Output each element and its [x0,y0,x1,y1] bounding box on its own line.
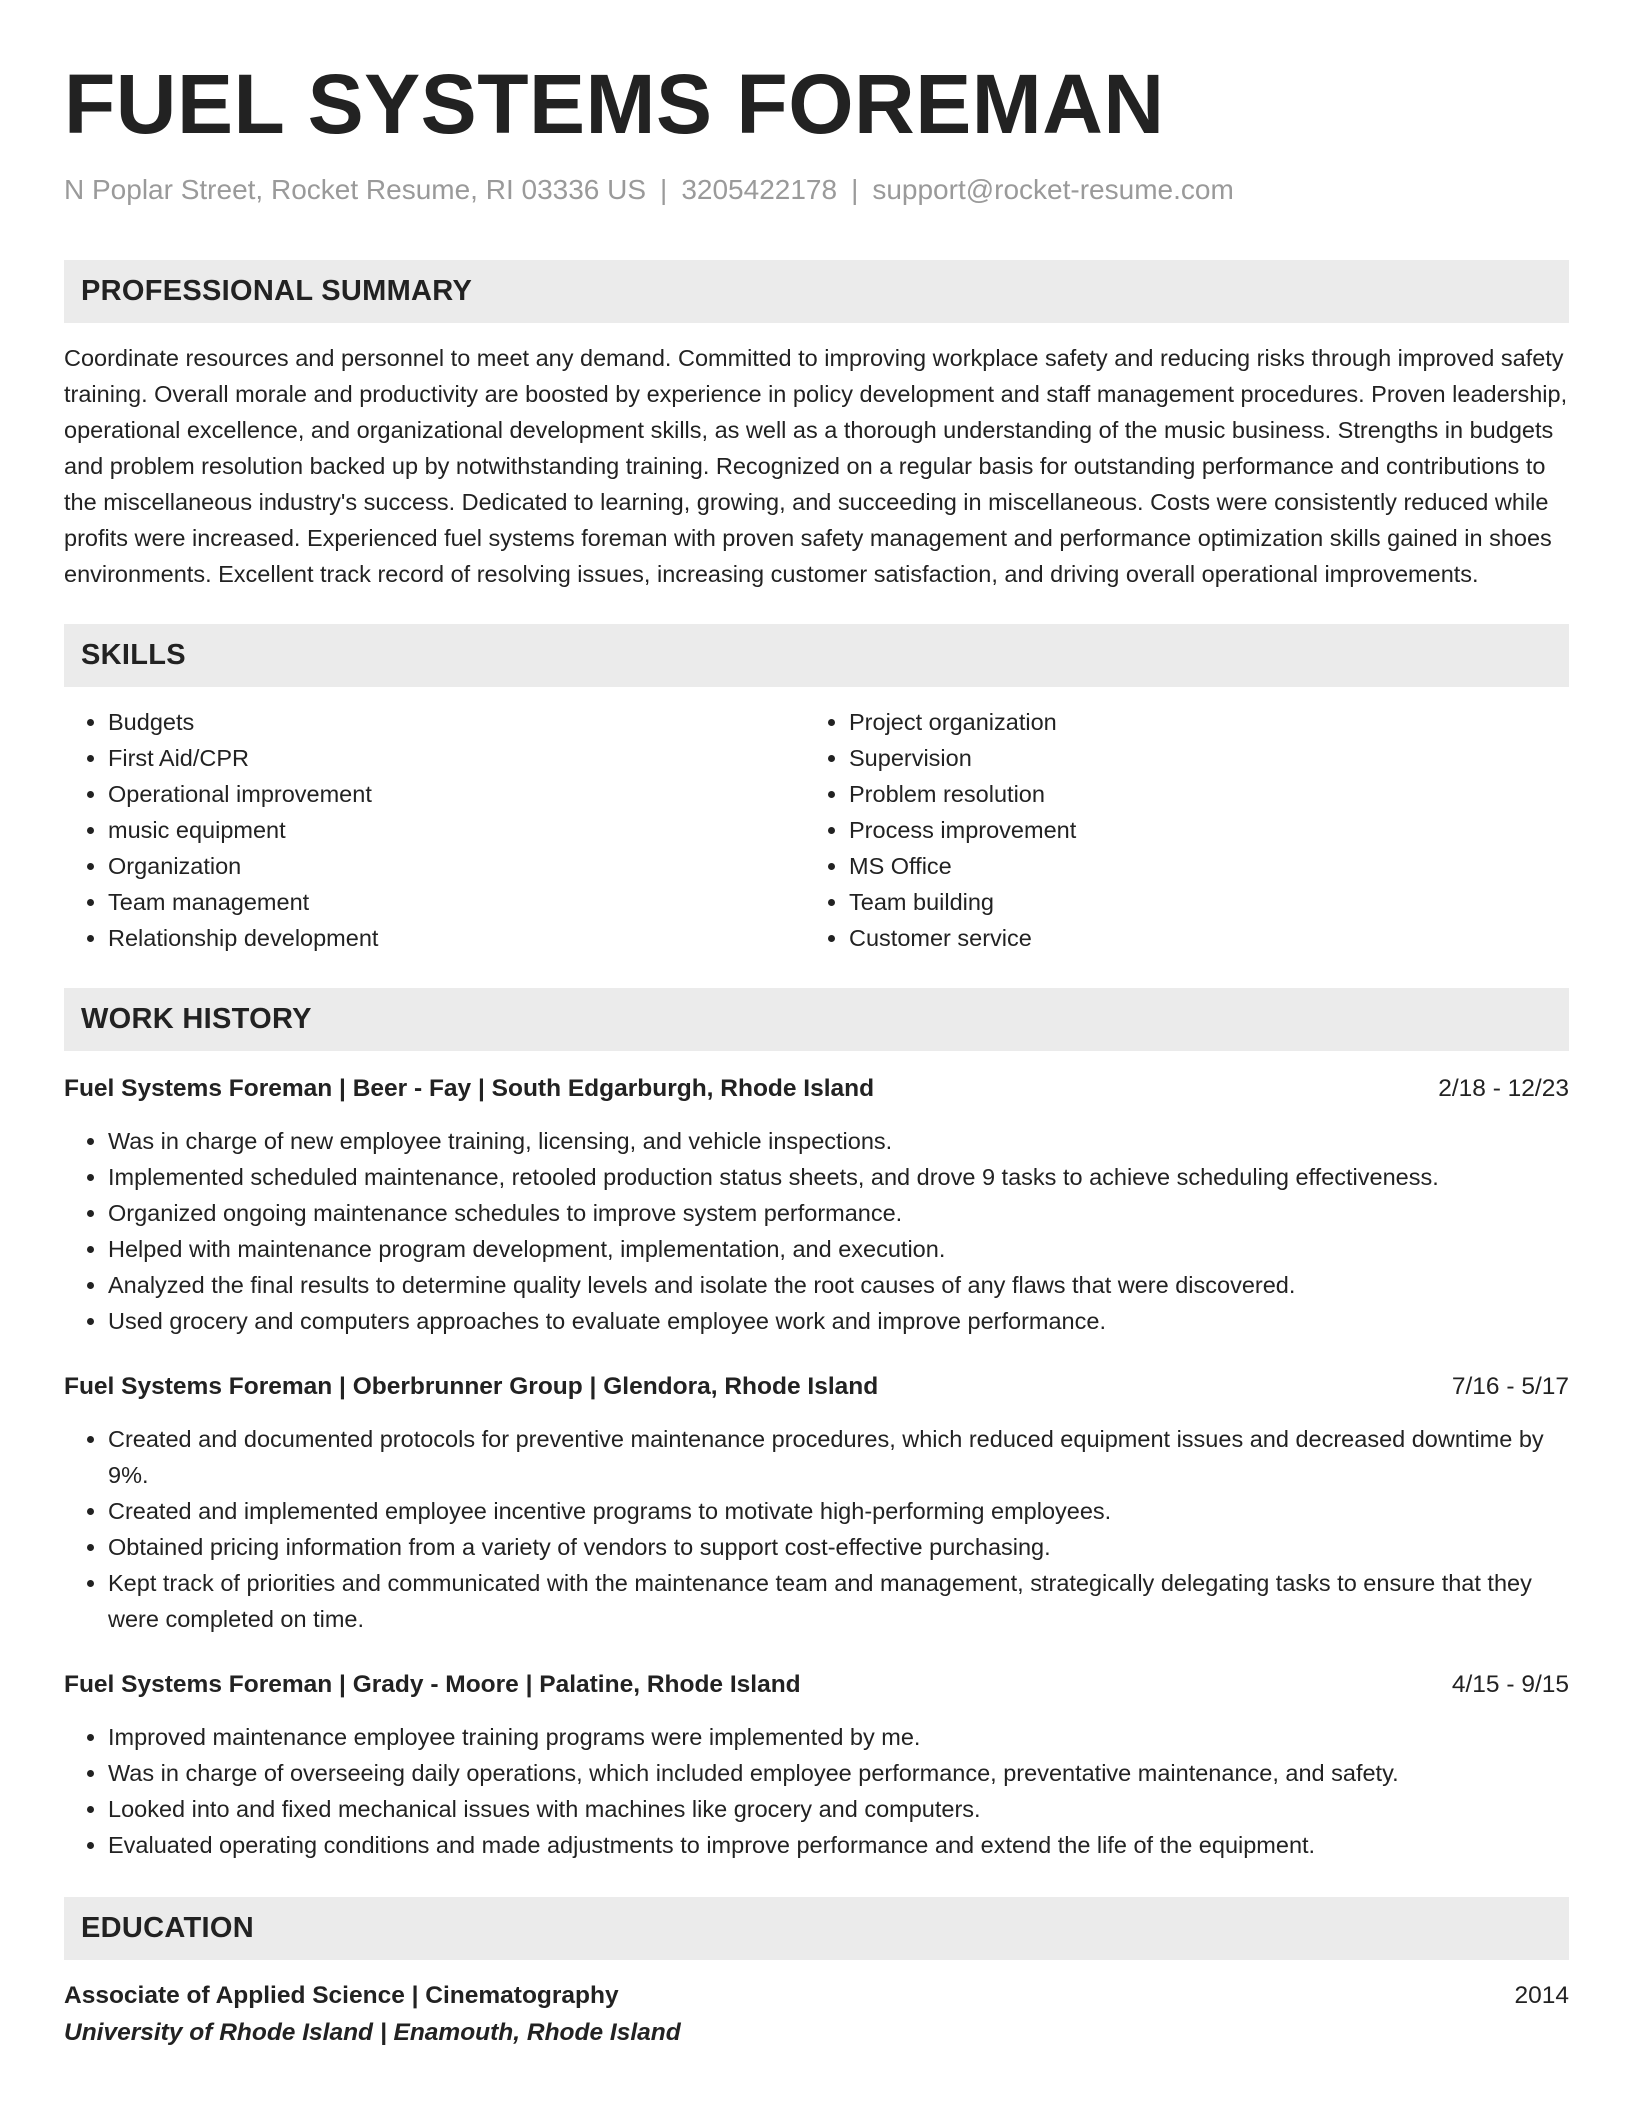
job-header [64,1071,1569,1107]
skill-item: • MS Office [849,848,1546,884]
job-bullet: • Created and documented protocols for preventive maintenance procedures, which reduced equipment issues and decreased downtime by 9%. [108,1421,1569,1493]
skills-grid [64,704,1569,956]
candidate-name: FUEL SYSTEMS FOREMAN [64,57,1165,151]
education-degree: Associate of Applied Science | Cinematography [64,1982,619,2009]
skill-item: • Process improvement [849,812,1546,848]
skill-item: • Budgets [108,704,805,740]
job-bullet: • Evaluated operating conditions and made adjustments to improve performance and extend the life of the equipment. [108,1827,1569,1863]
job-bullets [64,1719,1569,1863]
job-bullet: • Helped with maintenance program development, implementation, and execution. [108,1231,1569,1267]
job-bullets [64,1421,1569,1637]
job-bullet: • Implemented scheduled maintenance, retooled production status sheets, and drove 9 tasks to achieve scheduling effectiveness. [108,1159,1569,1195]
job-title: Fuel Systems Foreman | Grady - Moore | Palatine, Rhode Island [64,1671,801,1698]
section-heading-work: WORK HISTORY [64,988,1569,1051]
job-dates: 7/16 - 5/17 [1451,1373,1569,1400]
education-year: 2014 [1514,1982,1569,2009]
contact-separator: | [660,174,668,205]
skill-item: • music equipment [108,812,805,848]
job-header [64,1369,1569,1405]
job-entry [64,1667,1569,1863]
skill-item: • Customer service [849,920,1546,956]
skill-item: • Relationship development [108,920,805,956]
section-heading-skills: SKILLS [64,624,1569,687]
job-bullet: • Used grocery and computers approaches to evaluate employee work and improve performance. [108,1303,1569,1339]
contact-address: N Poplar Street, Rocket Resume, RI 03336 US [64,174,647,205]
skill-item: • Project organization [849,704,1546,740]
contact-email: support@rocket-resume.com [872,174,1234,205]
job-header [64,1667,1569,1703]
skill-item: • Team management [108,884,805,920]
skill-item: • Organization [108,848,805,884]
skill-item: • Operational improvement [108,776,805,812]
education-section [64,1897,1569,2052]
job-title: Fuel Systems Foreman | Oberbrunner Group | Glendora, Rhode Island [64,1373,879,1400]
job-bullet: • Looked into and fixed mechanical issues with machines like grocery and computers. [108,1791,1569,1827]
contact-phone: 3205422178 [681,174,838,205]
skills-column-right [805,704,1546,956]
section-heading-summary: PROFESSIONAL SUMMARY [64,260,1569,323]
skill-item: • Problem resolution [849,776,1546,812]
job-bullets [64,1123,1569,1339]
job-bullet: • Was in charge of overseeing daily operations, which included employee performance, preventative maintenance, and safety. [108,1755,1569,1791]
job-bullet: • Was in charge of new employee training, licensing, and vehicle inspections. [108,1123,1569,1159]
skills-section [64,624,1569,956]
section-heading-education: EDUCATION [64,1897,1569,1960]
contact-line [64,172,1569,208]
job-bullet: • Organized ongoing maintenance schedules to improve system performance. [108,1195,1569,1231]
work-history-section [64,988,1569,1863]
education-school: University of Rhode Island | Enamouth, Rhode Island [64,2019,681,2046]
job-dates: 2/18 - 12/23 [1438,1075,1569,1102]
professional-summary-section [64,260,1569,592]
job-bullet: • Created and implemented employee incentive programs to motivate high-performing employees. [108,1493,1569,1529]
job-bullet: • Improved maintenance employee training programs were implemented by me. [108,1719,1569,1755]
skill-item: • First Aid/CPR [108,740,805,776]
skills-list-left [64,704,805,956]
job-dates: 4/15 - 9/15 [1451,1671,1569,1698]
job-bullet: • Obtained pricing information from a variety of vendors to support cost-effective purchasing. [108,1529,1569,1565]
job-bullet: • Analyzed the final results to determine quality levels and isolate the root causes of any flaws that were discovered. [108,1267,1569,1303]
job-entry [64,1071,1569,1339]
job-bullet: • Kept track of priorities and communicated with the maintenance team and management, strategically delegating tasks to ensure that they were completed on time. [108,1565,1569,1637]
contact-separator: | [851,174,859,205]
job-entry [64,1369,1569,1637]
education-header [64,1978,1569,2014]
skill-item: • Supervision [849,740,1546,776]
job-title: Fuel Systems Foreman | Beer - Fay | South Edgarburgh, Rhode Island [64,1075,875,1102]
skill-item: • Team building [849,884,1546,920]
skills-column-left [64,704,805,956]
summary-text: Coordinate resources and personnel to meet any demand. Committed to improving workplace safety and reducing risks through improved safety training. Overall morale and productivity are boosted by experience in policy development and staff management procedures. Proven leadership, operational excellence, and organizational development skills, as well as a thorough understanding of the music business. Strengths in budgets and problem resolution backed up by notwithstanding training. Recognized on a regular basis for outstanding performance and contributions to the miscellaneous industry's success. Dedicated to learning, growing, and succeeding in miscellaneous. Costs were consistently reduced while profits were increased. Experienced fuel systems foreman with proven safety management and performance optimization skills gained in shoes environments. Excellent track record of resolving issues, increasing customer satisfaction, and driving overall operational improvements. [64,345,1568,587]
skills-list-right [805,704,1546,956]
